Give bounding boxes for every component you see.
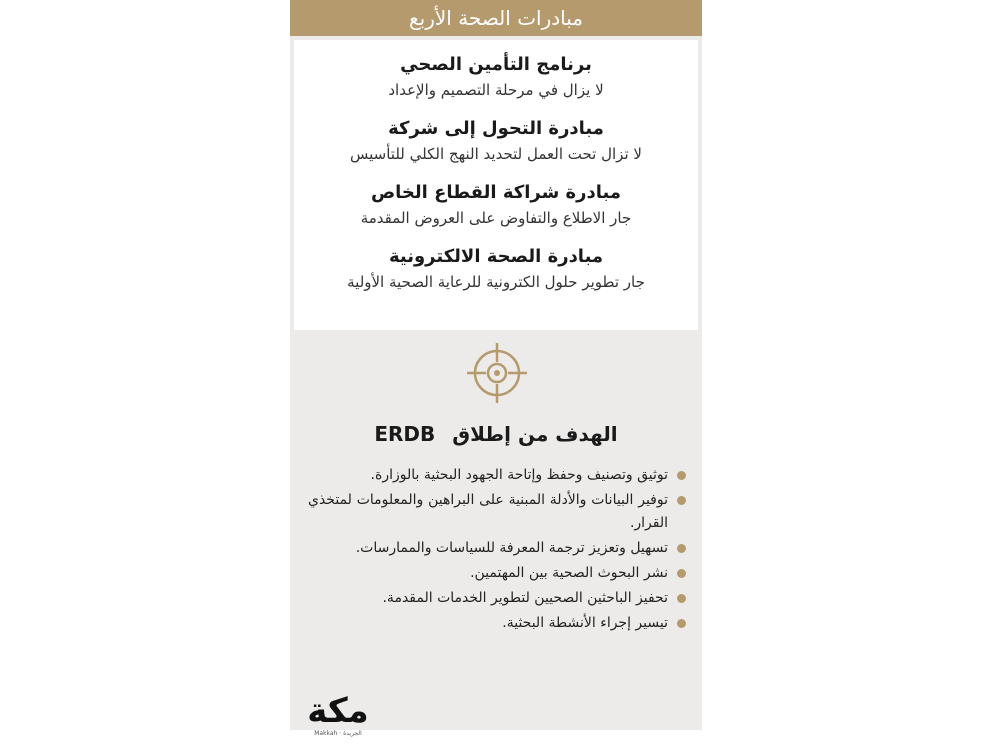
logo-subtitle: Makkah · الجريدة [314,730,362,737]
goal-title: الهدف من إطلاق [452,422,618,446]
list-item [308,612,688,635]
newspaper-logo [290,692,386,742]
bullet-icon [677,544,686,553]
list-item [308,537,688,560]
initiatives-panel [294,40,698,330]
initiative-title: مبادرة الصحة الالكترونية [388,246,604,267]
list-item [308,562,688,585]
bullet-icon [677,569,686,578]
bullet-icon [677,594,686,603]
bullet-icon [677,619,686,628]
list-item [308,587,688,610]
initiative-status: جار الاطلاع والتفاوض على العروض المقدمة [360,209,632,227]
initiative-status: لا يزال في مرحلة التصميم والإعداد [388,81,604,99]
list-item [308,489,688,535]
initiative-title: مبادرة التحول إلى شركة [388,118,604,139]
goal-list [308,464,688,637]
list-item-text: تحفيز الباحثين الصحيين لتطوير الخدمات المقدمة. [382,590,668,606]
initiative-status: لا تزال تحت العمل لتحديد النهج الكلي للتأسيس [350,145,642,163]
initiative-title: مبادرة شراكة القطاع الخاص [370,182,622,203]
list-item-text: توفير البيانات والأدلة المبنية على البراهين والمعلومات لمتخذي القرار. [308,492,668,531]
infographic-card [290,0,702,730]
list-item-text: نشر البحوث الصحية بين المهتمين. [470,565,668,581]
initiative-status: جار تطوير حلول الكترونية للرعاية الصحية الأولية [347,273,645,291]
list-item-text: تسهيل وتعزيز ترجمة المعرفة للسياسات والممارسات. [355,540,668,556]
list-item [308,464,688,487]
target-icon [466,342,528,404]
initiative-title: برنامج التأمين الصحي [400,54,592,75]
list-item-text: تيسير إجراء الأنشطة البحثية. [502,615,668,631]
bullet-icon [677,471,686,480]
header-title: مبادرات الصحة الأربع [290,0,702,36]
goal-acronym: ERDB [374,422,436,446]
logo-mark: مكة [307,691,369,731]
bullet-icon [677,496,686,505]
goal-heading [290,422,702,452]
list-item-text: توثيق وتصنيف وحفظ وإتاحة الجهود البحثية بالوزارة. [370,467,668,483]
